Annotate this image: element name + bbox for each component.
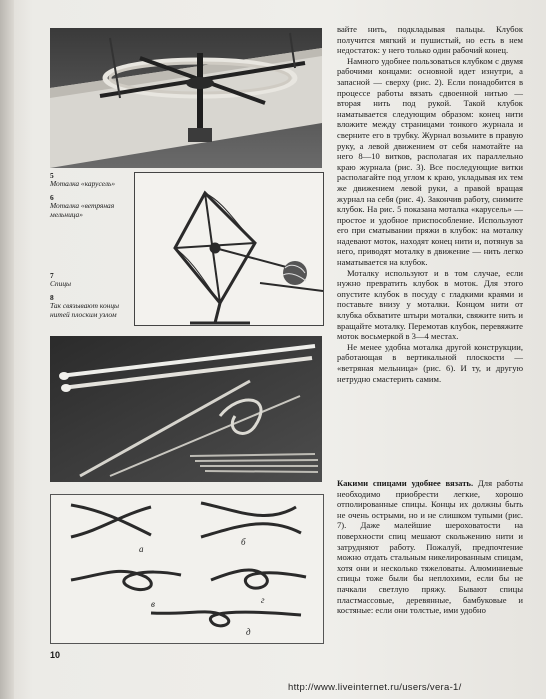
caption-figure-8 — [50, 294, 130, 319]
figure-7-photo — [50, 336, 322, 482]
text-column-lower — [337, 478, 523, 616]
caption-5-text: Моталка «карусель» — [50, 179, 116, 189]
paragraph: Не менее удобна моталка другой конструкции, работающая в вертикальной плоскости — «ветряная мельница» (рис. 6). И ту, и другую нетрудно смастерить самим. — [337, 341, 523, 384]
fig8-label-b: б — [241, 537, 246, 547]
caption-figure-7 — [50, 272, 130, 289]
caption-8-number: 8 — [50, 293, 54, 302]
page-binding-shadow — [0, 0, 14, 699]
section-body: Для работы необходимо приобрести легкие, хорошо отполированные спицы. Концы их должны быть не очень острыми, но и не слишком тупыми (рис. 7). Даже малейшие шероховатости на поверхности спиц мешают скольжению нити и затрудняют работу. Пожалуй, предпочтение можно отдать стальным никелированным спицам, хотя они и несколько тяжеловаты. Алюминиевые спицы тоже были бы неплохими, если бы не пачкали светлую пряжу. Бывают спицы пластмассовые, деревянные, бамбуковые и костяные: если они толстые, ими удобно — [337, 478, 524, 616]
text-column-upper — [337, 24, 523, 384]
figure-8-drawing — [50, 494, 324, 644]
fig8-label-a: а — [139, 544, 144, 554]
caption-8-text: Так связывают концы нитей плоским узлом — [50, 301, 120, 319]
caption-5-number: 5 — [50, 171, 54, 180]
section-paragraph — [337, 478, 523, 616]
fig8-label-g: г — [261, 595, 265, 605]
caption-figure-5 — [50, 172, 130, 189]
figure-5-photo — [50, 28, 322, 168]
paragraph: вайте нить, подкладывая пальцы. Клубок получится мягкий и пушистый, но есть в нем недостаток: у него только один рабочий конец. — [337, 24, 523, 56]
watermark-url: http://www.liveinternet.ru/users/vera-1/ — [288, 682, 462, 693]
fig8-label-d: д — [246, 627, 251, 637]
caption-6-number: 6 — [50, 193, 54, 202]
paragraph: Намного удобнее пользоваться клубком с двумя рабочими концами: основной идет изнутри, а запасной — сверху (рис. 2). Если понадобится в процессе работы вязать сдвоенной нитью — вторая нить под рукой. Такой клубок наматывается следующим образом: конец нити вложите между страницами тонкого журнала и сверните его в трубку. Журнал возьмите в правую руку, а левой движением от себя намотайте на него 8—10 витков, располагая их параллельно краю журнала (рис. 3). Все последующие витки располагайте под углом к краю, укладывая их тем же движением левой руки, а правой вращая журнал на себя (рис. 4). Закончив работу, снимите клубок. На рис. 5 показана моталка «карусель» — простое и удобное приспособление. Используют его при сматывании пряжи в клубок: на моталку надевают моток, находят конец нити и, потянув за него, приводят моталку в движение — нить легко наматывается на клубок. — [337, 55, 523, 268]
section-heading: Какими спицами удобнее вязать. — [337, 478, 474, 488]
figure-6-drawing — [134, 172, 324, 326]
fig8-label-v: в — [151, 599, 155, 609]
caption-figure-6 — [50, 194, 130, 219]
caption-7-number: 7 — [50, 271, 54, 280]
caption-7-text: Спицы — [50, 279, 72, 289]
caption-6-text: Моталка «ветряная мельница» — [50, 201, 115, 219]
page-number: 10 — [50, 650, 61, 660]
paragraph: Моталку используют и в том случае, если нужно превратить клубок в моток. Для этого опустите клубок в посуду с гладкими краями и поставьте внизу у моталки. Концом нити от клубка обхватите штыри моталки, свяжите нить и вращайте моталку. Перемотав клубок, перевяжите моток восьмеркой в 3—4 местах. — [337, 267, 523, 342]
